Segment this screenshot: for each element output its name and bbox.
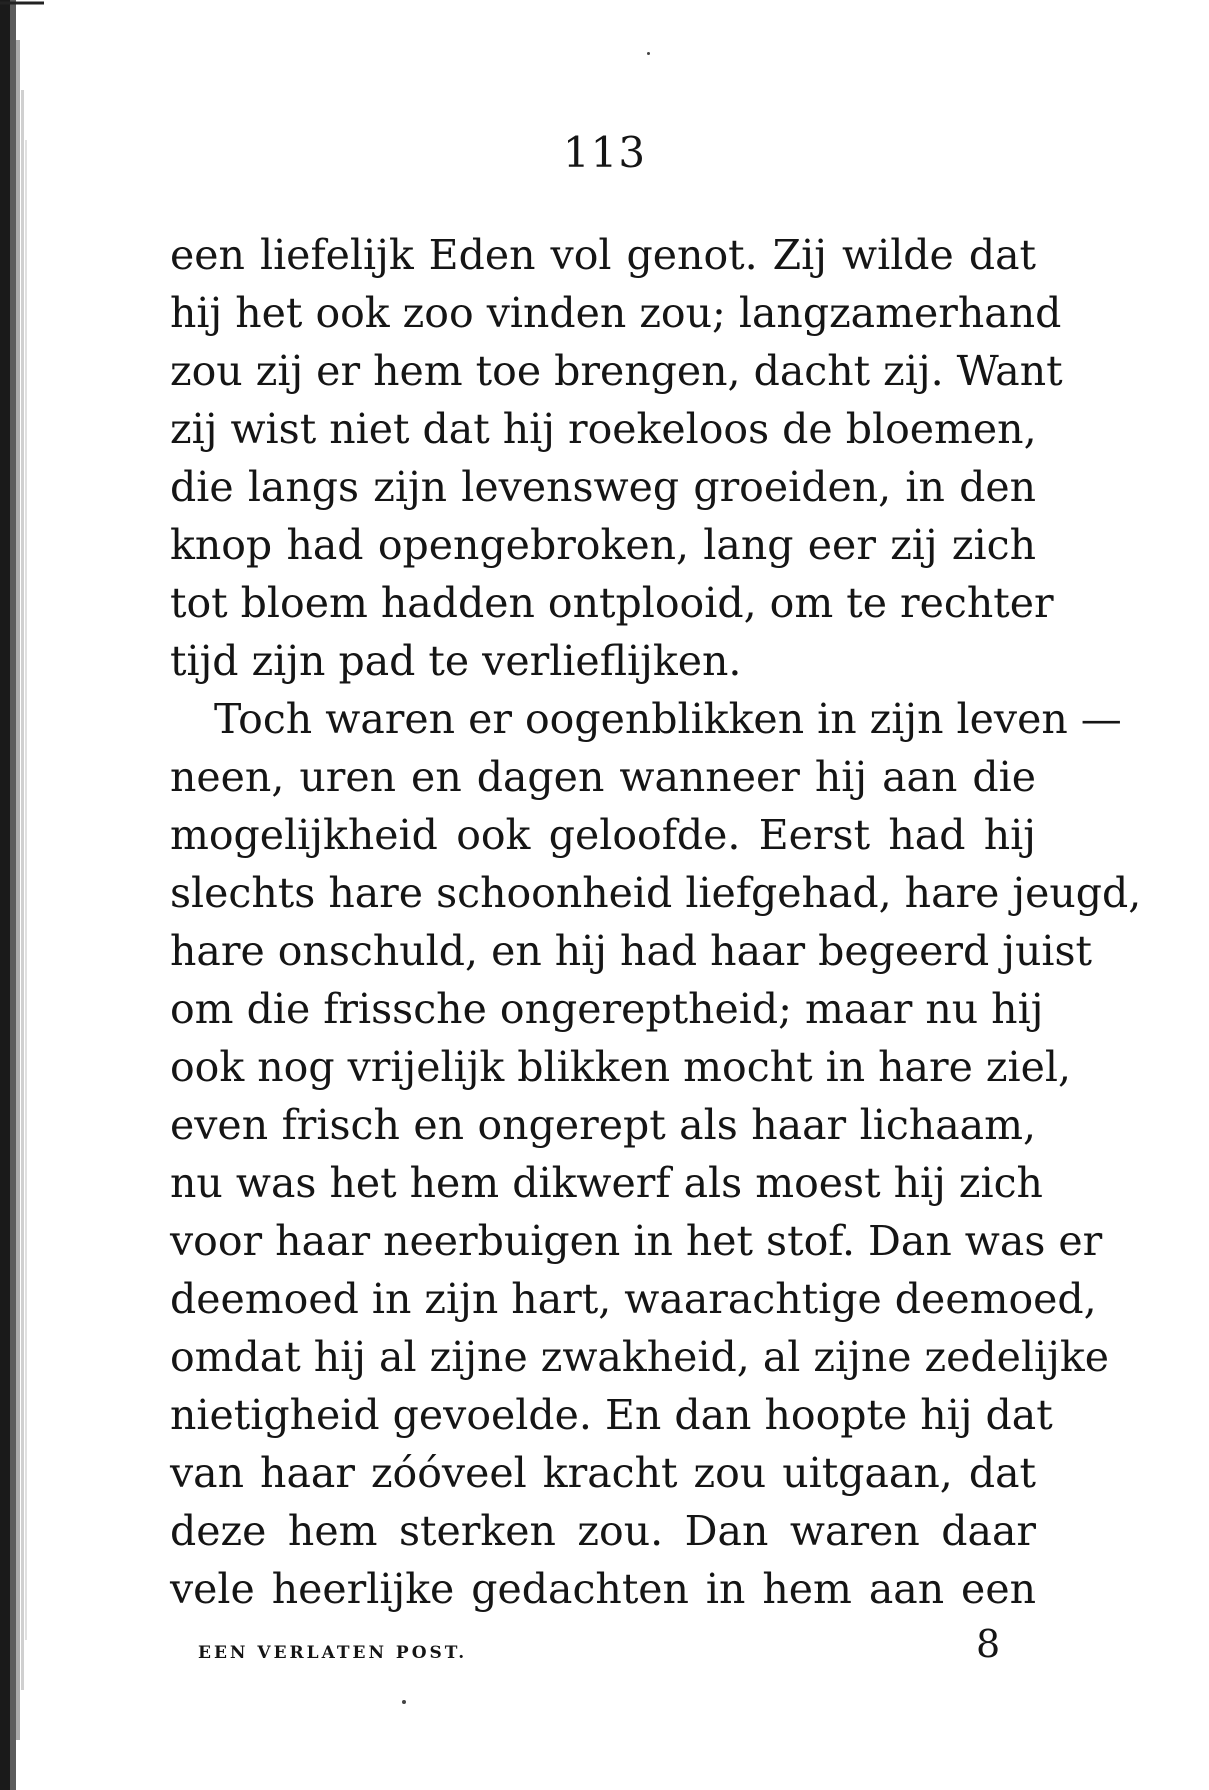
text-line: vele heerlijke gedachten in hem aan een bbox=[170, 1565, 1036, 1613]
text-line: nu was het hem dikwerf als moest hij zich bbox=[170, 1159, 1043, 1207]
text-line: omdat hij al zijne zwakheid, al zijne zedelijke bbox=[170, 1333, 1109, 1381]
text-line: ook nog vrijelijk blikken mocht in hare ziel, bbox=[170, 1043, 1071, 1091]
print-speck bbox=[647, 52, 650, 55]
text-line: die langs zijn levensweg groeiden, in den bbox=[170, 463, 1036, 511]
text-line: mogelijkheid ook geloofde. Eerst had hij bbox=[170, 811, 1036, 859]
text-line: tijd zijn pad te verlieflijken. bbox=[170, 637, 742, 685]
running-footer-title: EEN VERLATEN POST. bbox=[198, 1643, 468, 1663]
paragraph bbox=[170, 226, 1063, 690]
body-text bbox=[170, 226, 1142, 1618]
text-line: hij het ook zoo vinden zou; langzamerhand bbox=[170, 289, 1062, 337]
print-speck bbox=[402, 1700, 406, 1704]
text-line: hare onschuld, en hij had haar begeerd juist bbox=[170, 927, 1092, 975]
paragraph bbox=[170, 690, 1142, 1618]
text-line: deze hem sterken zou. Dan waren daar bbox=[170, 1507, 1036, 1555]
text-line: zij wist niet dat hij roekeloos de bloemen, bbox=[170, 405, 1037, 453]
binding-edge bbox=[0, 0, 44, 1790]
text-line: deemoed in zijn hart, waarachtige deemoed, bbox=[170, 1275, 1097, 1323]
text-line: om die frissche ongereptheid; maar nu hij bbox=[170, 985, 1044, 1033]
text-line: tot bloem hadden ontplooid, om te rechter bbox=[170, 579, 1054, 627]
page-number: 113 bbox=[562, 128, 647, 177]
text-line: voor haar neerbuigen in het stof. Dan was er bbox=[170, 1217, 1103, 1265]
text-line: neen, uren en dagen wanneer hij aan die bbox=[170, 753, 1036, 801]
text-line: knop had opengebroken, lang eer zij zich bbox=[170, 521, 1036, 569]
text-line: nietigheid gevoelde. En dan hoopte hij dat bbox=[170, 1391, 1053, 1439]
text-line: Toch waren er oogenblikken in zijn leven — bbox=[214, 695, 1122, 743]
text-line: slechts hare schoonheid liefgehad, hare jeugd, bbox=[170, 869, 1142, 917]
text-line: zou zij er hem toe brengen, dacht zij. Want bbox=[170, 347, 1063, 395]
text-line: een liefelijk Eden vol genot. Zij wilde dat bbox=[170, 231, 1036, 279]
text-line: van haar zóóveel kracht zou uitgaan, dat bbox=[170, 1449, 1036, 1497]
signature-mark: 8 bbox=[976, 1622, 1001, 1666]
text-line: even frisch en ongerept als haar lichaam, bbox=[170, 1101, 1036, 1149]
